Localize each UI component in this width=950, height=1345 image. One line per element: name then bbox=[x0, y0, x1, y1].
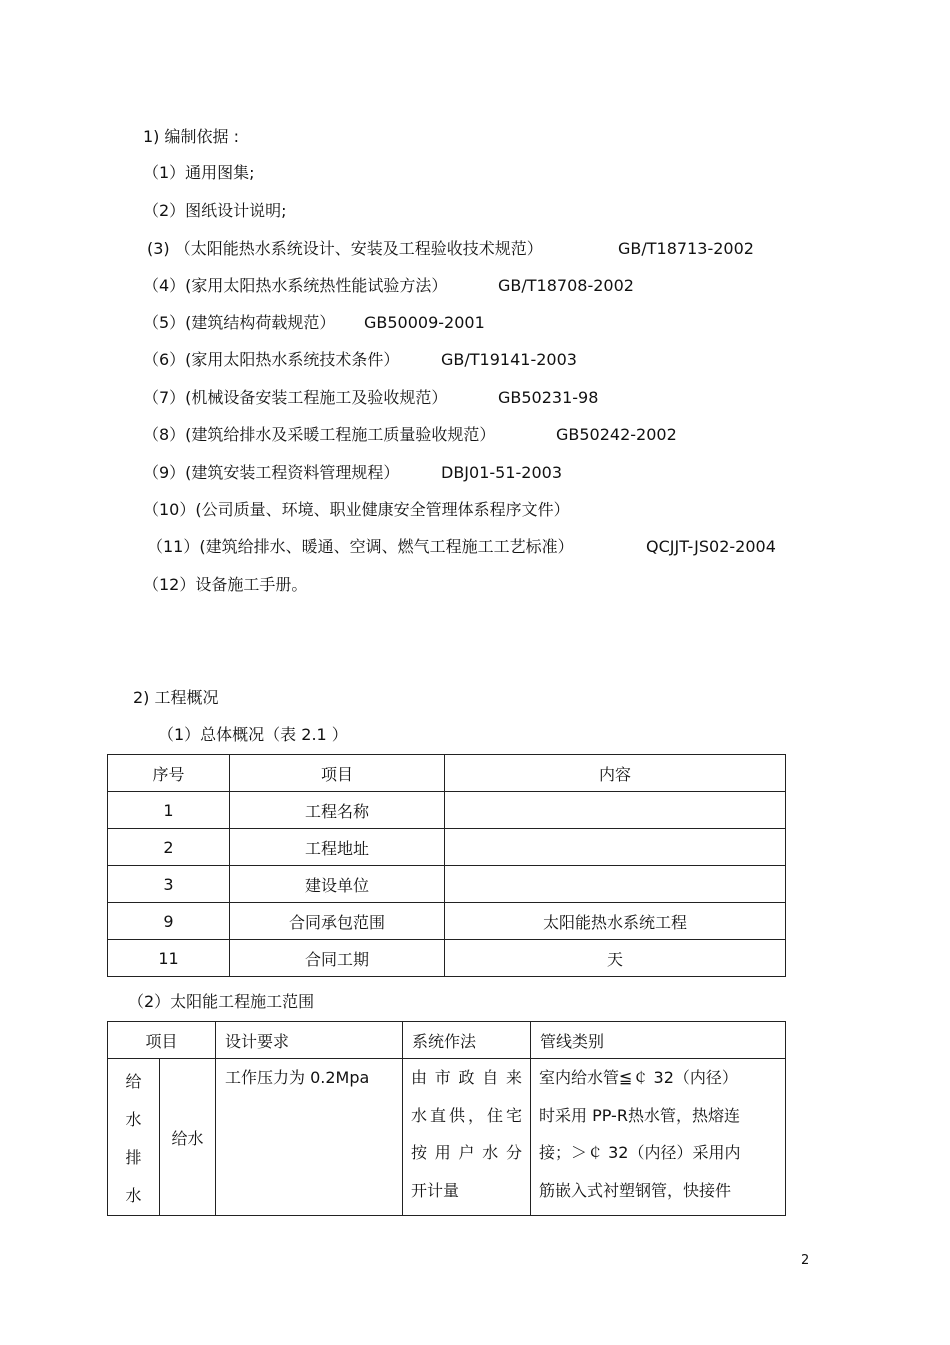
table2-caption: （2）太阳能工程施工范围 bbox=[128, 992, 315, 1011]
table-cell: 11 bbox=[108, 940, 230, 977]
pipe-line: 筋嵌入式衬塑钢管，快接件 bbox=[539, 1180, 732, 1200]
basis-item: （8）(建筑给排水及采暖工程施工质量验收规范） bbox=[143, 425, 496, 444]
basis-item: （11）(建筑给排水、暖通、空调、燃气工程施工工艺标准） bbox=[147, 537, 574, 556]
method-line: 按用户水分 bbox=[411, 1143, 523, 1162]
page-number: 2 bbox=[801, 1253, 810, 1268]
table-cell bbox=[445, 792, 786, 829]
basis-item: （12）设备施工手册。 bbox=[143, 575, 308, 594]
overview-table bbox=[107, 754, 786, 977]
pipe-line: 时采用 PP-R热水管，热熔连 bbox=[539, 1105, 740, 1125]
basis-item: （9）(建筑安装工程资料管理规程） bbox=[143, 463, 400, 482]
basis-item: （5）(建筑结构荷载规范） bbox=[143, 313, 336, 332]
table-cell: 太阳能热水系统工程 bbox=[445, 903, 786, 940]
section-heading-overview: 2) 工程概况 bbox=[133, 688, 219, 707]
method-line: 水直供，住宅 bbox=[411, 1105, 523, 1125]
table-header-row bbox=[108, 755, 786, 792]
basis-code: GB50231-98 bbox=[498, 388, 599, 407]
basis-code: GB/T18708-2002 bbox=[498, 276, 634, 295]
design-text: 工作压力为 0.2Mpa bbox=[225, 1068, 370, 1087]
scope-table bbox=[107, 1021, 786, 1216]
header-cell: 序号 bbox=[108, 755, 230, 792]
subcategory-cell: 给水 bbox=[160, 1059, 216, 1216]
table-cell: 1 bbox=[108, 792, 230, 829]
table-cell: 2 bbox=[108, 829, 230, 866]
table-row bbox=[108, 940, 786, 977]
category-cell bbox=[108, 1059, 160, 1216]
basis-code: GB/T18713-2002 bbox=[618, 239, 754, 258]
table-cell: 天 bbox=[445, 940, 786, 977]
header-cell: 项目 bbox=[108, 1022, 216, 1059]
table-cell bbox=[445, 829, 786, 866]
method-line: 开计量 bbox=[411, 1180, 460, 1200]
table-row bbox=[108, 829, 786, 866]
table-row bbox=[108, 1059, 786, 1216]
pipe-line: 接；＞￠ 32（内径）采用内 bbox=[539, 1143, 741, 1162]
table-cell: 3 bbox=[108, 866, 230, 903]
header-cell: 设计要求 bbox=[216, 1022, 403, 1059]
header-cell: 系统作法 bbox=[403, 1022, 531, 1059]
design-cell bbox=[216, 1059, 403, 1216]
header-cell: 管线类别 bbox=[531, 1022, 786, 1059]
table-cell: 工程地址 bbox=[230, 829, 445, 866]
pipe-cell bbox=[531, 1059, 786, 1216]
method-line: 由市政自来 bbox=[411, 1068, 523, 1087]
section-heading-basis: 1) 编制依据 : bbox=[143, 127, 239, 146]
table-cell: 合同工期 bbox=[230, 940, 445, 977]
basis-code: GB/T19141-2003 bbox=[441, 350, 577, 369]
table1-caption: （1）总体概况（表 2.1 ） bbox=[158, 725, 348, 744]
table-row bbox=[108, 903, 786, 940]
basis-item: （2）图纸设计说明; bbox=[143, 201, 287, 220]
header-cell: 内容 bbox=[445, 755, 786, 792]
basis-item: (3) （太阳能热水系统设计、安装及工程验收技术规范） bbox=[147, 239, 543, 258]
table-cell: 建设单位 bbox=[230, 866, 445, 903]
category-char: 水 bbox=[125, 1110, 142, 1129]
category-char: 给 bbox=[125, 1072, 142, 1091]
table-cell: 9 bbox=[108, 903, 230, 940]
basis-item: （10）(公司质量、环境、职业健康安全管理体系程序文件） bbox=[143, 500, 570, 519]
table-cell bbox=[445, 866, 786, 903]
basis-item: （4）(家用太阳热水系统热性能试验方法） bbox=[143, 276, 448, 295]
category-char: 水 bbox=[125, 1186, 142, 1205]
basis-code: GB50242-2002 bbox=[556, 425, 677, 444]
pipe-line: 室内给水管≦￠ 32（内径） bbox=[539, 1068, 738, 1087]
method-cell bbox=[403, 1059, 531, 1216]
category-char: 排 bbox=[125, 1148, 142, 1167]
basis-code: DBJ01-51-2003 bbox=[441, 463, 562, 482]
table-cell: 工程名称 bbox=[230, 792, 445, 829]
table-row bbox=[108, 792, 786, 829]
basis-code: GB50009-2001 bbox=[364, 313, 485, 332]
basis-item: （6）(家用太阳热水系统技术条件） bbox=[143, 350, 400, 369]
basis-item: （7）(机械设备安装工程施工及验收规范） bbox=[143, 388, 448, 407]
header-cell: 项目 bbox=[230, 755, 445, 792]
table-cell: 合同承包范围 bbox=[230, 903, 445, 940]
table-row bbox=[108, 866, 786, 903]
basis-item: （1）通用图集; bbox=[143, 163, 255, 182]
basis-code: QCJJT-JS02-2004 bbox=[646, 537, 776, 556]
table-header-row bbox=[108, 1022, 786, 1059]
